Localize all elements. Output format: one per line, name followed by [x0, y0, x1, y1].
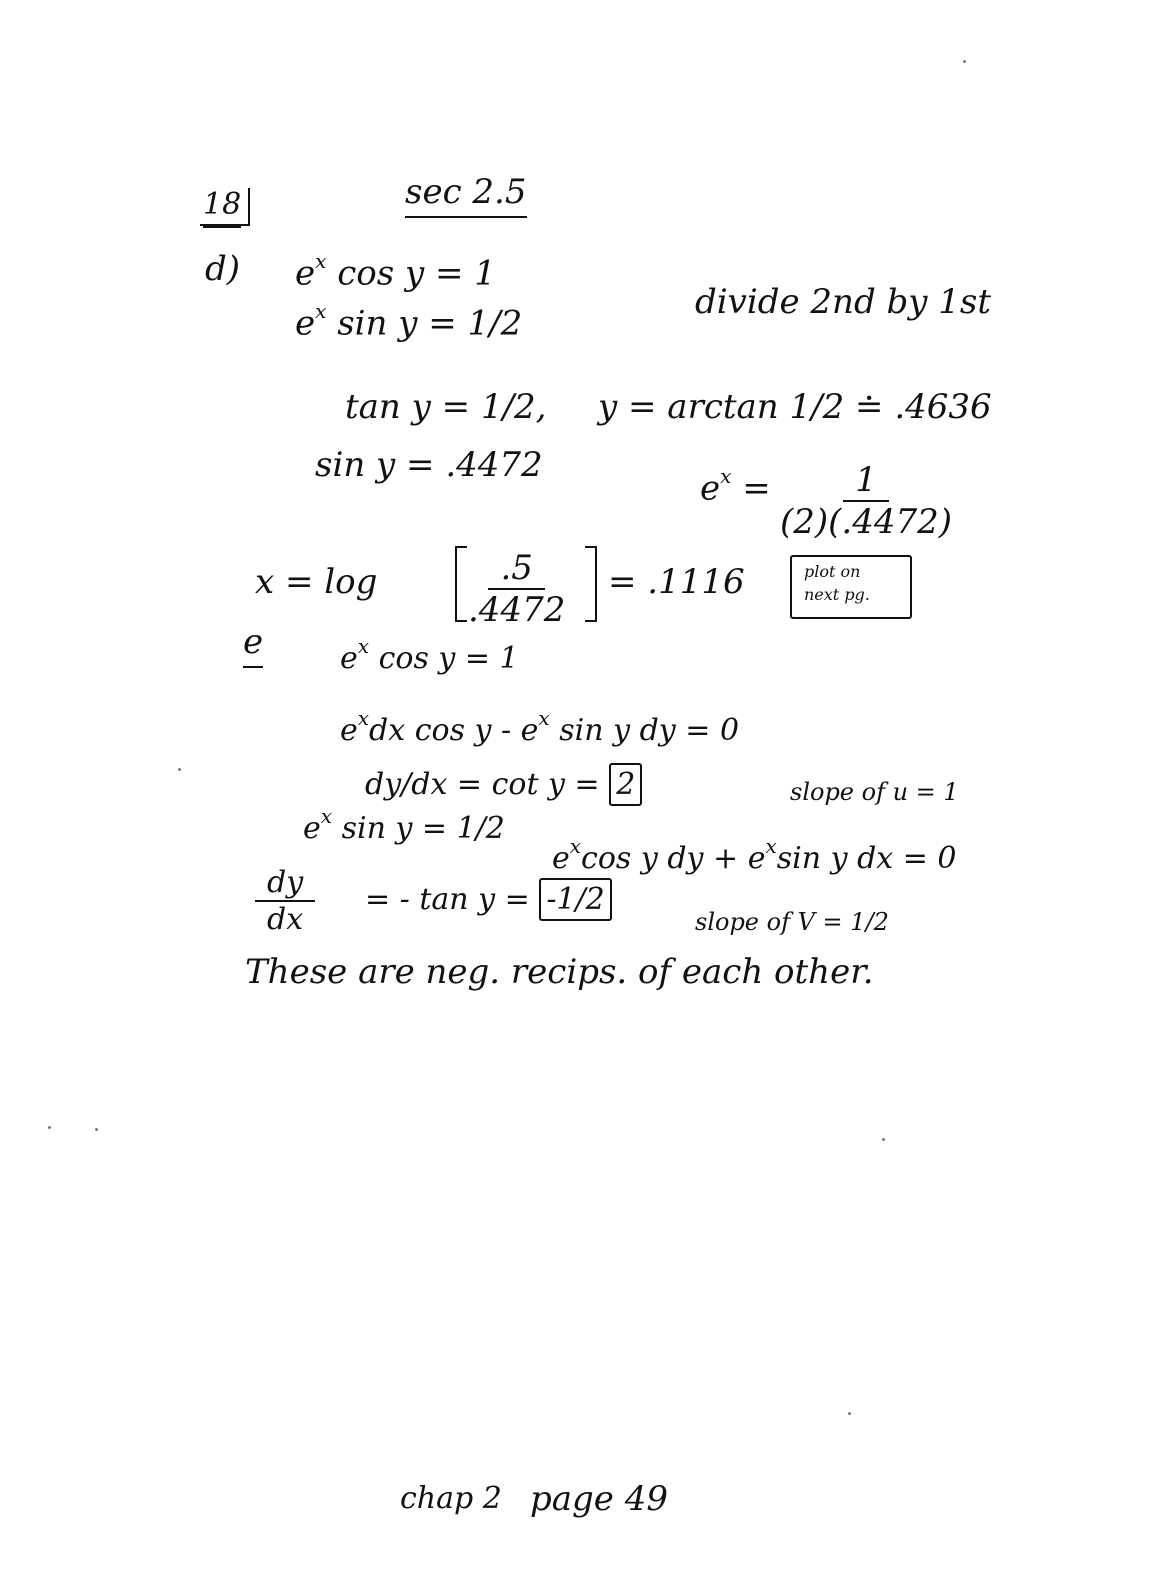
plot-note-box: [790, 555, 912, 619]
log-fraction: [468, 548, 565, 630]
ex-lhs-eq: =: [742, 468, 771, 509]
l5-answer-box: -1/2: [539, 878, 611, 921]
part-e-line4: [303, 804, 505, 846]
eq1-exp: x: [315, 249, 327, 273]
part-e-line5: [365, 882, 612, 917]
scan-speck: [48, 1126, 51, 1129]
l4b-mid: cos y dy + e: [581, 841, 766, 876]
part-e-line2: [340, 706, 740, 748]
ex-lhs: [700, 464, 771, 509]
part-e-label: [243, 622, 264, 662]
ex-lhs-base: e: [700, 468, 721, 509]
scan-speck: [848, 1412, 851, 1415]
slope-u-note: slope of u = 1: [790, 778, 959, 806]
sin-line: sin y = .4472: [315, 445, 543, 485]
log-bracket-left: [455, 546, 467, 622]
ex-fraction-numerator: 1: [843, 460, 889, 502]
scan-speck: [882, 1138, 885, 1141]
log-fraction-numerator: .5: [488, 548, 544, 590]
l2-base-1: e: [340, 713, 358, 748]
x-result: = .1116: [608, 562, 745, 602]
eq2-rest: sin y = 1/2: [337, 303, 523, 344]
l1-exp: x: [357, 634, 370, 658]
l1-base: e: [340, 641, 358, 676]
conclusion: These are neg. recips. of each other.: [245, 952, 874, 992]
l5-text: = - tan y =: [365, 882, 530, 917]
slope-v-note: slope of V = 1/2: [695, 908, 889, 936]
l2-exp-1: x: [357, 706, 370, 730]
part-d-eq2: [295, 299, 523, 344]
section-heading: [405, 172, 527, 212]
l4-rest: sin y = 1/2: [341, 811, 505, 846]
l2-mid: dx cos y - e: [369, 713, 539, 748]
problem-number-bracket: [200, 188, 250, 226]
l3-text: dy/dx = cot y =: [365, 767, 600, 802]
footer-page: page 49: [530, 1479, 668, 1519]
log-fraction-denominator: .4472: [468, 590, 566, 630]
scan-speck: [963, 60, 966, 63]
l4b-base-1: e: [552, 841, 570, 876]
l4b-exp-2: x: [765, 834, 777, 858]
l2-exp-2: x: [538, 706, 550, 730]
problem-number-text: 18: [203, 187, 241, 228]
l2-rest: sin y dy = 0: [559, 713, 740, 748]
l4-exp: x: [320, 804, 333, 828]
log-bracket-right: [585, 546, 597, 622]
part-e-line3: [365, 767, 642, 802]
dy-numerator: dy: [255, 865, 315, 902]
scan-speck: [178, 768, 181, 771]
part-e-label-text: e: [243, 622, 263, 668]
l1-rest: cos y = 1: [378, 641, 519, 676]
footer-chapter: chap 2: [400, 1481, 502, 1516]
x-lhs: x = log: [255, 562, 378, 602]
dx-denominator: dx: [267, 902, 304, 937]
arctan-line: y = arctan 1/2 ≐ .4636: [598, 387, 992, 427]
tan-line: tan y = 1/2,: [345, 387, 547, 427]
part-e-line4b: [552, 834, 957, 876]
l4b-exp-1: x: [569, 834, 582, 858]
eq2-base: e: [295, 303, 316, 344]
eq1-rest: cos y = 1: [337, 253, 496, 294]
l3-answer-box: 2: [609, 763, 642, 806]
part-e-line1: [340, 634, 519, 676]
ex-lhs-exp: x: [720, 464, 732, 488]
ex-fraction-denominator: (2)(.4472): [780, 502, 953, 542]
l4b-rest: sin y dx = 0: [776, 841, 957, 876]
part-d-label: d): [205, 249, 241, 289]
ex-fraction: [780, 460, 952, 542]
l4-base: e: [303, 811, 321, 846]
divide-note: divide 2nd by 1st: [695, 282, 992, 322]
plot-note-line-1: plot on: [804, 562, 861, 581]
eq1-base: e: [295, 253, 316, 294]
eq2-exp: x: [315, 299, 327, 323]
dy-dx-fraction: [255, 865, 315, 937]
scan-speck: [95, 1128, 98, 1131]
section-heading-text: sec 2.5: [405, 172, 527, 218]
part-d-eq1: [295, 249, 496, 294]
plot-note-line-2: next pg.: [804, 585, 870, 604]
